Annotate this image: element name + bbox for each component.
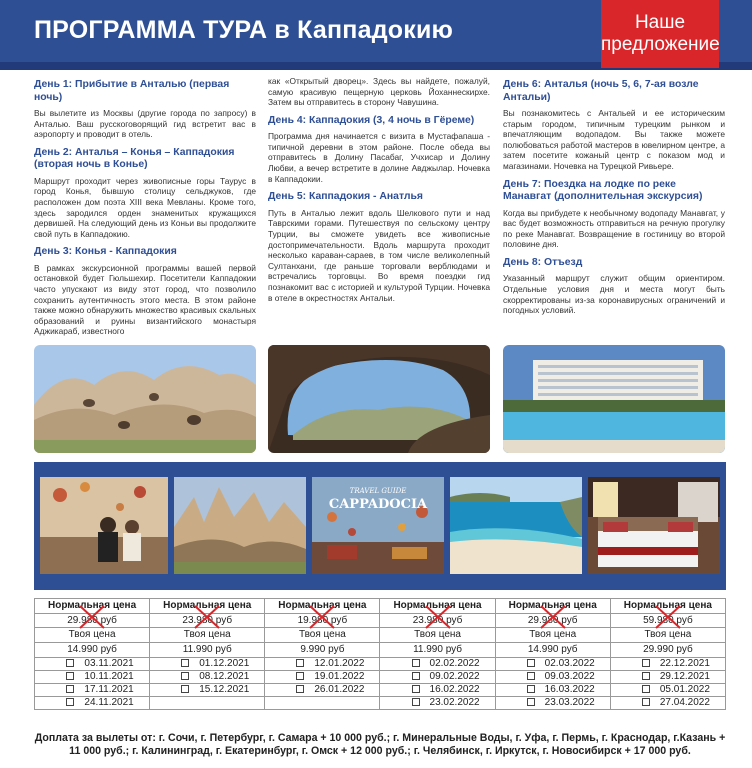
old-price: 29.980 руб — [67, 615, 117, 626]
date-row — [35, 658, 726, 671]
your-price-label: Твоя цена — [610, 628, 725, 643]
date-checkbox[interactable] — [642, 698, 650, 706]
your-price-label: Твоя цена — [35, 628, 150, 643]
photo-beach — [450, 477, 582, 574]
old-price-row — [35, 614, 726, 628]
strikethrough-mark — [535, 602, 571, 632]
date-option[interactable] — [495, 671, 610, 684]
date-option[interactable] — [265, 671, 380, 684]
day-6-text: Вы познакомитесь с Антальей и ее историческим старым городом, типичным турецким рынком и впечатляющим водопадом. Вы также можете полюбоваться работой мастеров в ювелирном центре, а затем посетите кожаный центр с показом мод и магазинами. Ночевка на Турецкой Ривьере. — [503, 108, 725, 171]
day-6-heading: Анталья (ночь 5, 6, 7-ая возле Антальи) — [503, 79, 699, 103]
day-4-number: День 4: — [268, 114, 307, 126]
day-7-heading: Поездка на лодке по реке Манавгат (дополнительная экскурсия) — [503, 178, 703, 203]
day-6-title — [503, 79, 725, 104]
date-option[interactable] — [610, 671, 725, 684]
day-2-number: День 2: — [34, 146, 73, 158]
your-price-row — [35, 643, 726, 658]
photo-fairy-chimneys — [174, 477, 306, 574]
date-option[interactable] — [380, 684, 495, 697]
date-option[interactable] — [380, 697, 495, 710]
your-price-label: Твоя цена — [495, 628, 610, 643]
date-option[interactable] — [35, 671, 150, 684]
date-checkbox[interactable] — [527, 659, 535, 667]
day-1-title — [34, 79, 256, 104]
photo-hotel-room — [588, 477, 720, 574]
date-checkbox[interactable] — [296, 685, 304, 693]
offer-badge-line1: Наше — [634, 12, 686, 33]
day-5-number: День 5: — [268, 191, 307, 203]
day-5-heading: Каппадокия - Анатлья — [309, 191, 423, 203]
day-8-title — [503, 257, 725, 270]
photo-cappadocia-rocks — [34, 345, 256, 453]
date-checkbox[interactable] — [527, 685, 535, 693]
old-price: 23.980 руб — [412, 615, 463, 626]
photo-hotel-pool — [503, 345, 725, 453]
day-2-heading: Анталья – Конья – Каппадокия (вторая ночь в Конье) — [34, 146, 235, 171]
date-option[interactable] — [150, 658, 265, 671]
day-5-text: Путь в Анталью лежит вдоль Шелкового пути и над Таврскими горами. Путешествуя по сельскому центру Турции, вы сможете увидеть все живописные достопримечательности. Вдоль маршрута проходит несколько караван-сараев, в том числе великолепный Султанхани, где раньше торговали верблюдами и встречались торговцы. Во время поездки гид познакомит вас с историей и культурой Турции. Ночевка в отеле в окрестностях Антальи. — [268, 207, 490, 303]
your-price-label: Твоя цена — [380, 628, 495, 643]
day-4-title — [268, 115, 490, 128]
date-label: 16.03.2022 — [544, 684, 595, 695]
date-option[interactable] — [610, 658, 725, 671]
date-option — [150, 697, 265, 710]
day-3-heading: Конья - Каппадокия — [75, 246, 177, 258]
date-label: 10.11.2021 — [84, 671, 134, 682]
date-label: 12.01.2022 — [314, 658, 365, 669]
date-label: 29.12.2021 — [659, 671, 710, 682]
date-checkbox[interactable] — [66, 698, 74, 706]
day-1-heading: Прибытие в Анталью (первая ночь) — [34, 79, 230, 103]
your-price: 11.990 руб — [150, 643, 265, 658]
date-checkbox[interactable] — [412, 685, 420, 693]
your-price-label: Твоя цена — [265, 628, 380, 643]
strikethrough-mark — [304, 602, 340, 632]
old-price: 23.980 руб — [182, 615, 233, 626]
page-title: ПРОГРАММА ТУРА в Каппадокию — [34, 16, 454, 44]
date-label: 23.02.2022 — [429, 697, 480, 708]
date-option[interactable] — [265, 658, 380, 671]
date-label: 26.01.2022 — [314, 684, 365, 695]
normal-price-label: Нормальная цена — [495, 599, 610, 614]
date-row — [35, 671, 726, 684]
day-3-text-continued: как «Открытый дворец». Здесь вы найдете, пожалуй, самую красивую пещерную церковь Йоханнескирхе. Затем вы отправитесь в сторону Чавушина. — [268, 76, 490, 108]
day-1-number: День 1: — [34, 79, 73, 90]
date-label: 23.03.2022 — [544, 697, 595, 708]
your-price: 11.990 руб — [380, 643, 495, 658]
your-price-label: Твоя цена — [150, 628, 265, 643]
itinerary-column-2 — [268, 76, 490, 310]
day-4-heading: Каппадокия (3, 4 ночь в Гёреме) — [309, 114, 475, 126]
date-option[interactable] — [150, 671, 265, 684]
date-label: 01.12.2021 — [199, 658, 250, 669]
old-price-cell — [610, 614, 725, 628]
date-checkbox[interactable] — [296, 659, 304, 667]
date-label: 17.11.2021 — [84, 684, 134, 695]
date-label: 09.02.2022 — [429, 671, 480, 682]
normal-price-label: Нормальная цена — [265, 599, 380, 614]
date-option[interactable] — [35, 697, 150, 710]
date-label: 05.01.2022 — [659, 684, 710, 695]
date-checkbox[interactable] — [642, 672, 650, 680]
date-label: 08.12.2021 — [199, 671, 250, 682]
departure-surcharge-note: Доплата за вылеты от: г. Сочи, г. Петербург, г. Самара + 10 000 руб.; г. Минеральные Воды, г. Уфа, г. Пермь, г. Краснодар, г.Казань + 11 000 руб.; г. Калининград, г. Екатеринбург, г. Омск + 12 000 руб.; г. Челябинск, г. Иркутск, г. Новосибирск + 17 000 руб. — [34, 732, 726, 757]
photo-travel-guide-cappadocia — [312, 477, 444, 574]
date-option[interactable] — [380, 671, 495, 684]
day-8-number: День 8: — [503, 256, 542, 268]
day-5-title — [268, 191, 490, 204]
normal-price-label: Нормальная цена — [35, 599, 150, 614]
old-price-cell — [150, 614, 265, 628]
date-checkbox[interactable] — [527, 698, 535, 706]
date-option[interactable] — [265, 684, 380, 697]
itinerary-column-3 — [503, 76, 725, 323]
date-checkbox[interactable] — [66, 659, 74, 667]
offer-badge-line2: предложение — [601, 34, 720, 55]
date-label: 15.12.2021 — [199, 684, 250, 695]
day-6-number: День 6: — [503, 79, 542, 90]
day-8-text: Указанный маршрут служит общим ориентиром. Отдельные условия дня и места могут быть скорректированы из-за коронавирусных ограничений и погодных условий. — [503, 273, 725, 316]
strikethrough-mark — [74, 602, 110, 632]
strikethrough-mark — [189, 602, 225, 632]
date-label: 09.03.2022 — [544, 671, 595, 682]
date-option[interactable] — [35, 658, 150, 671]
normal-price-label: Нормальная цена — [150, 599, 265, 614]
date-checkbox[interactable] — [412, 698, 420, 706]
strikethrough-mark — [650, 602, 686, 632]
date-label: 19.01.2022 — [314, 671, 365, 682]
date-checkbox[interactable] — [66, 685, 74, 693]
your-price: 14.990 руб — [35, 643, 150, 658]
date-checkbox[interactable] — [181, 672, 189, 680]
day-8-heading: Отъезд — [544, 256, 583, 268]
photo-cave-view — [268, 345, 490, 453]
day-1-text: Вы вылетите из Москвы (другие города по запросу) в Анталью. Ваш русскоговорящий гид встретит вас в аэропорту и проводит в отель. — [34, 108, 256, 140]
day-2-title — [34, 147, 256, 172]
your-price-label-row — [35, 628, 726, 643]
day-3-text: В рамках экскурсионной программы вашей первой остановкой будет Гюльшехир. Посетители Каппадокии часто упускают из виду этот город, что позволило сохранить аутентичность этого места. В этом районе также можно обнаружить множество красивых скальных образований и руины византийского монастыря Аджикараб, известного — [34, 262, 256, 337]
date-option[interactable] — [610, 684, 725, 697]
old-price-cell — [380, 614, 495, 628]
date-label: 03.11.2021 — [84, 658, 134, 669]
date-checkbox[interactable] — [412, 672, 420, 680]
date-checkbox[interactable] — [296, 672, 304, 680]
old-price-cell — [265, 614, 380, 628]
old-price: 59.980 руб — [643, 615, 693, 626]
date-row — [35, 697, 726, 710]
date-label: 24.11.2021 — [84, 697, 134, 708]
your-price: 14.990 руб — [495, 643, 610, 658]
price-table — [34, 598, 726, 710]
day-7-title — [503, 179, 725, 204]
date-option[interactable] — [380, 658, 495, 671]
itinerary-column-1 — [34, 76, 256, 344]
date-option[interactable] — [35, 684, 150, 697]
date-checkbox[interactable] — [642, 659, 650, 667]
date-option[interactable] — [495, 658, 610, 671]
offer-badge — [601, 0, 719, 68]
date-label: 16.02.2022 — [429, 684, 480, 695]
date-label: 22.12.2021 — [659, 658, 710, 669]
cappadocia-label: CAPPADOCIA — [328, 497, 428, 512]
date-label: 02.03.2022 — [544, 658, 595, 669]
day-3-number: День 3: — [34, 246, 73, 258]
old-price-cell — [495, 614, 610, 628]
photo-couple-balloons — [40, 477, 168, 574]
day-3-title — [34, 246, 256, 259]
date-option[interactable] — [495, 697, 610, 710]
date-label: 02.02.2022 — [429, 658, 480, 669]
your-price: 9.990 руб — [265, 643, 380, 658]
strikethrough-mark — [420, 602, 456, 632]
day-2-text: Маршрут проходит через живописные горы Таурус в город Конья, бывшую столицу сельджуков, где расположен дом поэта XIII века Мевланы. Кроме того, здесь зародился орден знаменитых кружащихся дервишей. На следующий день из Коньи вы продолжите свой путь в Каппадокию. — [34, 175, 256, 239]
date-option[interactable] — [610, 697, 725, 710]
date-option[interactable] — [150, 684, 265, 697]
date-row — [35, 684, 726, 697]
date-checkbox[interactable] — [66, 672, 74, 680]
day-4-text: Программа дня начинается с визита в Мустафапаша - типичной деревни в этом районе. После обеда вы отправитесь в Долину Пасабаг, Учхисар и Долину Любви, а вечер встретите в долине Авджылар. Ночевка в Каппадокии. — [268, 131, 490, 184]
travel-guide-label: TRAVEL GUIDE — [349, 487, 407, 495]
date-checkbox[interactable] — [527, 672, 535, 680]
date-checkbox[interactable] — [642, 685, 650, 693]
date-option — [265, 697, 380, 710]
date-checkbox[interactable] — [412, 659, 420, 667]
day-7-text: Когда вы прибудете к необычному водопаду Манавгат, у вас будет возможность отправиться на речную прогулку по реке Манавгат. Возвращение в гостиницу во второй половине дня. — [503, 207, 725, 250]
old-price: 19.980 руб — [297, 615, 348, 626]
your-price: 29.990 руб — [610, 643, 725, 658]
date-checkbox[interactable] — [181, 659, 189, 667]
normal-price-label-row — [35, 599, 726, 614]
normal-price-label: Нормальная цена — [610, 599, 725, 614]
normal-price-label: Нормальная цена — [380, 599, 495, 614]
old-price-cell — [35, 614, 150, 628]
date-option[interactable] — [495, 684, 610, 697]
old-price: 29.980 руб — [527, 615, 578, 626]
day-7-number: День 7: — [503, 178, 542, 190]
date-checkbox[interactable] — [181, 685, 189, 693]
date-label: 27.04.2022 — [659, 697, 710, 708]
